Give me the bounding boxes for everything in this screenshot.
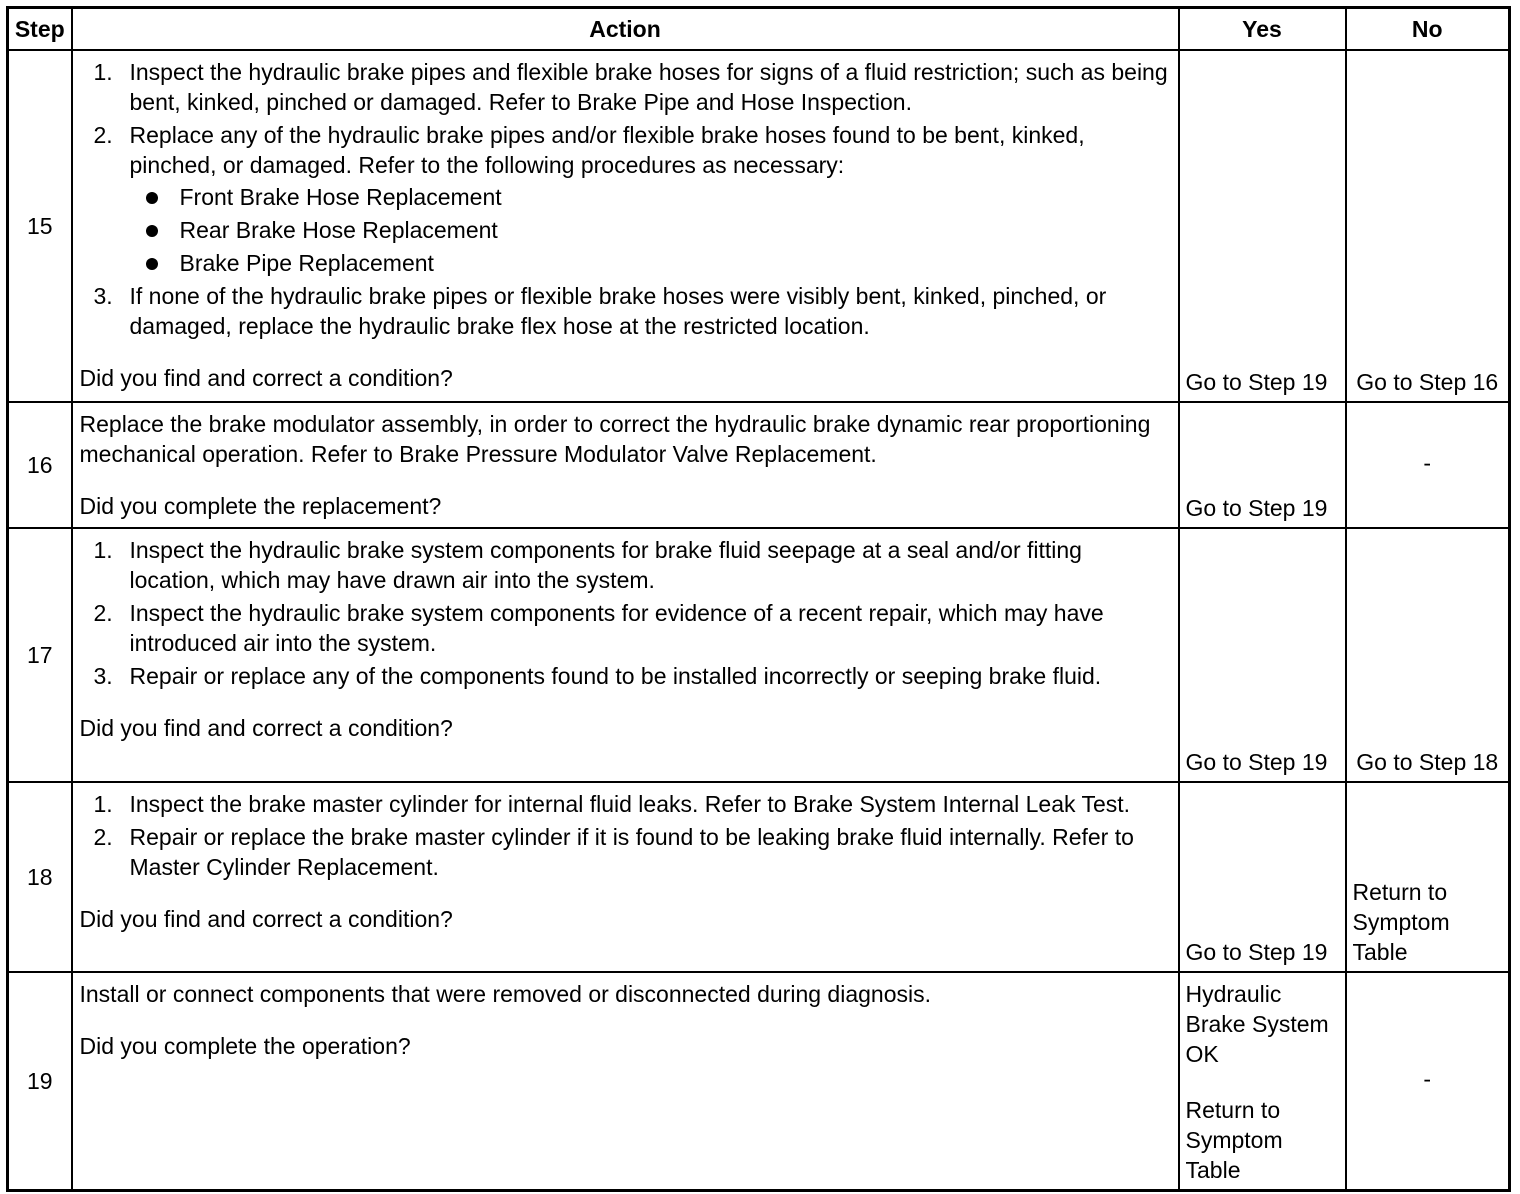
no-cell: Return to Symptom Table xyxy=(1346,782,1510,972)
table-row xyxy=(8,528,1510,782)
item-number: 3. xyxy=(93,283,113,309)
procedure-item xyxy=(180,215,1170,245)
yes-cell: Go to Step 19 xyxy=(1179,50,1346,402)
bullet-icon xyxy=(146,225,158,237)
action-cell xyxy=(72,528,1179,782)
action-cell xyxy=(72,50,1179,402)
no-cell: - xyxy=(1346,972,1510,1191)
header-no: No xyxy=(1346,8,1510,51)
diagnostic-table xyxy=(6,6,1511,1192)
question: Did you find and correct a condition? xyxy=(79,715,453,741)
question: Did you find and correct a condition? xyxy=(79,365,453,391)
procedure-text: Brake Pipe Replacement xyxy=(179,250,434,276)
yes-cell: Go to Step 19 xyxy=(1179,402,1346,528)
item-text: Inspect the hydraulic brake pipes and flexible brake hoses for signs of a fluid restriction; such as being bent, kinked, pinched or damaged. Refer to Brake Pipe and Hose Inspection. xyxy=(129,59,1168,115)
item-text: Inspect the hydraulic brake system components for brake fluid seepage at a seal and/or fitting location, which may have drawn air into the system. xyxy=(129,537,1082,593)
step-number: 18 xyxy=(8,782,72,972)
action-cell xyxy=(72,402,1179,528)
action-steps xyxy=(80,789,1170,882)
header-yes: Yes xyxy=(1179,8,1346,51)
item-number: 1. xyxy=(93,59,113,85)
yes-outcome-ok: Hydraulic Brake System OK xyxy=(1185,981,1329,1067)
header-step: Step xyxy=(8,8,72,51)
yes-cell: Go to Step 19 xyxy=(1179,782,1346,972)
yes-cell: Go to Step 19 xyxy=(1179,528,1346,782)
action-steps xyxy=(80,57,1170,341)
item-number: 3. xyxy=(93,663,113,689)
step-number: 19 xyxy=(8,972,72,1191)
item-text: Repair or replace the brake master cylinder if it is found to be leaking brake fluid internally. Refer to Master Cylinder Replacement. xyxy=(129,824,1134,880)
list-item xyxy=(93,822,1170,882)
bullet-icon xyxy=(146,192,158,204)
item-number: 1. xyxy=(93,791,113,817)
action-text: Install or connect components that were removed or disconnected during diagnosis. xyxy=(79,981,931,1007)
bullet-icon xyxy=(146,258,158,270)
no-cell: Go to Step 18 xyxy=(1346,528,1510,782)
table-row xyxy=(8,402,1510,528)
question: Did you complete the replacement? xyxy=(79,493,442,519)
procedure-item xyxy=(180,248,1170,278)
item-number: 2. xyxy=(93,122,113,148)
table-row xyxy=(8,972,1510,1191)
table-row xyxy=(8,782,1510,972)
action-steps xyxy=(80,535,1170,691)
list-item xyxy=(93,535,1170,595)
header-action: Action xyxy=(72,8,1179,51)
procedure-text: Front Brake Hose Replacement xyxy=(179,184,502,210)
item-text: Inspect the hydraulic brake system components for evidence of a recent repair, which may have introduced air into the system. xyxy=(129,600,1104,656)
item-text: If none of the hydraulic brake pipes or flexible brake hoses were visibly bent, kinked, pinched, or damaged, replace the hydraulic brake flex hose at the restricted location. xyxy=(129,283,1107,339)
list-item xyxy=(93,598,1170,658)
procedure-text: Rear Brake Hose Replacement xyxy=(179,217,498,243)
step-number: 16 xyxy=(8,402,72,528)
procedure-list xyxy=(130,182,1170,278)
table-row xyxy=(8,50,1510,402)
item-number: 2. xyxy=(93,600,113,626)
no-cell: Go to Step 16 xyxy=(1346,50,1510,402)
action-cell xyxy=(72,782,1179,972)
header-row xyxy=(8,8,1510,51)
step-number: 17 xyxy=(8,528,72,782)
list-item xyxy=(93,120,1170,278)
question: Did you complete the operation? xyxy=(79,1033,411,1059)
list-item xyxy=(93,789,1170,819)
item-number: 2. xyxy=(93,824,113,850)
list-item xyxy=(93,661,1170,691)
item-number: 1. xyxy=(93,537,113,563)
list-item xyxy=(93,281,1170,341)
yes-cell xyxy=(1179,972,1346,1191)
list-item xyxy=(93,57,1170,117)
no-cell: - xyxy=(1346,402,1510,528)
item-text: Replace any of the hydraulic brake pipes and/or flexible brake hoses found to be bent, kinked, pinched, or damaged. Refer to the following procedures as necessary: xyxy=(129,122,1085,178)
action-cell xyxy=(72,972,1179,1191)
action-text: Replace the brake modulator assembly, in order to correct the hydraulic brake dynamic rear proportioning mechanical operation. Refer to Brake Pressure Modulator Valve Replacement. xyxy=(79,411,1151,467)
procedure-item xyxy=(180,182,1170,212)
item-text: Inspect the brake master cylinder for internal fluid leaks. Refer to Brake System Internal Leak Test. xyxy=(129,791,1131,817)
yes-outcome-return: Return to Symptom Table xyxy=(1185,1097,1283,1183)
question: Did you find and correct a condition? xyxy=(79,906,453,932)
item-text: Repair or replace any of the components found to be installed incorrectly or seeping brake fluid. xyxy=(129,663,1102,689)
step-number: 15 xyxy=(8,50,72,402)
